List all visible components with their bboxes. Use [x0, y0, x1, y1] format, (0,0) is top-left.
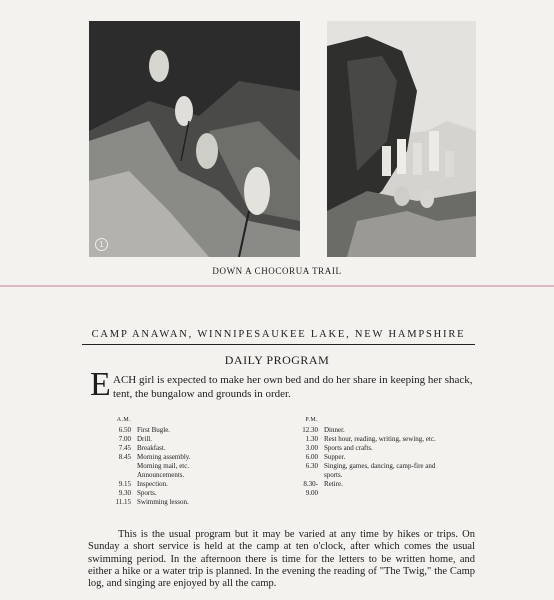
page-title: DAILY PROGRAM: [224, 353, 330, 367]
schedule-time: 12.30: [302, 426, 318, 434]
schedule-time: 6.30: [305, 462, 318, 470]
boulder-photo-illustration: [327, 21, 476, 257]
schedule-row: [105, 471, 247, 480]
schedule-time: [105, 462, 131, 471]
schedule-activity: Retire.: [324, 480, 343, 488]
schedule-activity: Announcements.: [137, 471, 185, 479]
photo-caption: DOWN A CHOCORUA TRAIL: [212, 266, 342, 276]
schedule-activity: Rest hour, reading, writing, sewing, etc.: [324, 435, 436, 443]
schedule-row: [105, 498, 247, 507]
closing-paragraph: This is the usual program but it may be varied at any time by hikes or trips. On Sunday a short service is held at the camp at ten o'clock, after which comes the usual swimming period. In the afternoon there is time for the letters to be written home, and either a hike or a water trip is planned. In the evening the reading of "The Twig," the Camp log, and singing are enjoyed by all the camp.: [88, 529, 475, 590]
schedule-time: 7.00: [118, 435, 131, 443]
schedule-activity: Morning assembly.: [137, 453, 191, 461]
morning-schedule: [105, 416, 247, 507]
schedule-activity: Singing, games, dancing, camp-fire and: [324, 462, 436, 470]
schedule-row: [296, 480, 484, 498]
trail-photo-illustration: [89, 21, 300, 257]
schedule-row: [105, 435, 247, 444]
schedule-time: 7.45: [118, 444, 131, 452]
schedule-activity: Drill.: [137, 435, 152, 443]
schedule-time: 6.00: [305, 453, 318, 461]
schedule-activity: Sports and crafts.: [324, 444, 373, 452]
intro-paragraph: ACH girl is expected to make her own bed and do her share in keeping her shack, tent, the bungalow and grounds in order.: [113, 374, 473, 400]
schedule-row: [296, 471, 484, 480]
schedule-row: [296, 426, 484, 435]
schedule-time: 11.15: [115, 498, 131, 506]
schedule-row: [105, 489, 247, 498]
schedule-time: 6.50: [118, 426, 131, 434]
pm-label: P.M.: [305, 417, 318, 423]
schedule-activity: Swimming lesson.: [137, 498, 189, 506]
schedule-activity: Inspection.: [137, 480, 168, 488]
schedule-time: [105, 471, 131, 480]
schedule-row: [105, 480, 247, 489]
schedule-row: [105, 453, 247, 462]
schedule-row: [105, 426, 247, 435]
schedule-time: 9.30: [118, 489, 131, 497]
schedule-time: 8.45: [118, 453, 131, 461]
hikers-on-trail-photo: [89, 21, 300, 257]
schedule-activity: sports.: [324, 471, 343, 479]
schedule-row: [296, 462, 484, 471]
schedule-row: [296, 435, 484, 444]
schedule-row: [296, 444, 484, 453]
camp-header: CAMP ANAWAN, WINNIPESAUKEE LAKE, NEW HAMPSHIRE: [91, 329, 466, 340]
schedule-activity: Morning mail, etc.: [137, 462, 190, 470]
am-label: A.M.: [116, 417, 131, 423]
page-fold-line: [0, 285, 554, 287]
schedule-time: [296, 471, 318, 480]
schedule-activity: First Bugle.: [137, 426, 171, 434]
schedule-row: [105, 444, 247, 453]
schedule-row: [105, 462, 247, 471]
drop-cap: E: [90, 366, 111, 403]
schedule-row: [296, 453, 484, 462]
afternoon-schedule: [296, 416, 484, 498]
schedule-activity: Dinner.: [324, 426, 345, 434]
schedule-time: 3.00: [305, 444, 318, 452]
photo-marker-badge: 1: [95, 238, 108, 251]
schedule-time: 1.30: [305, 435, 318, 443]
schedule-time: 9.15: [118, 480, 131, 488]
schedule-time: 8.30-9.00: [303, 480, 318, 497]
schedule-activity: Supper.: [324, 453, 346, 461]
group-by-boulder-photo: [327, 21, 476, 257]
schedule-activity: Breakfast.: [137, 444, 166, 452]
schedule-activity: Sports.: [137, 489, 157, 497]
header-rule: [82, 344, 475, 345]
